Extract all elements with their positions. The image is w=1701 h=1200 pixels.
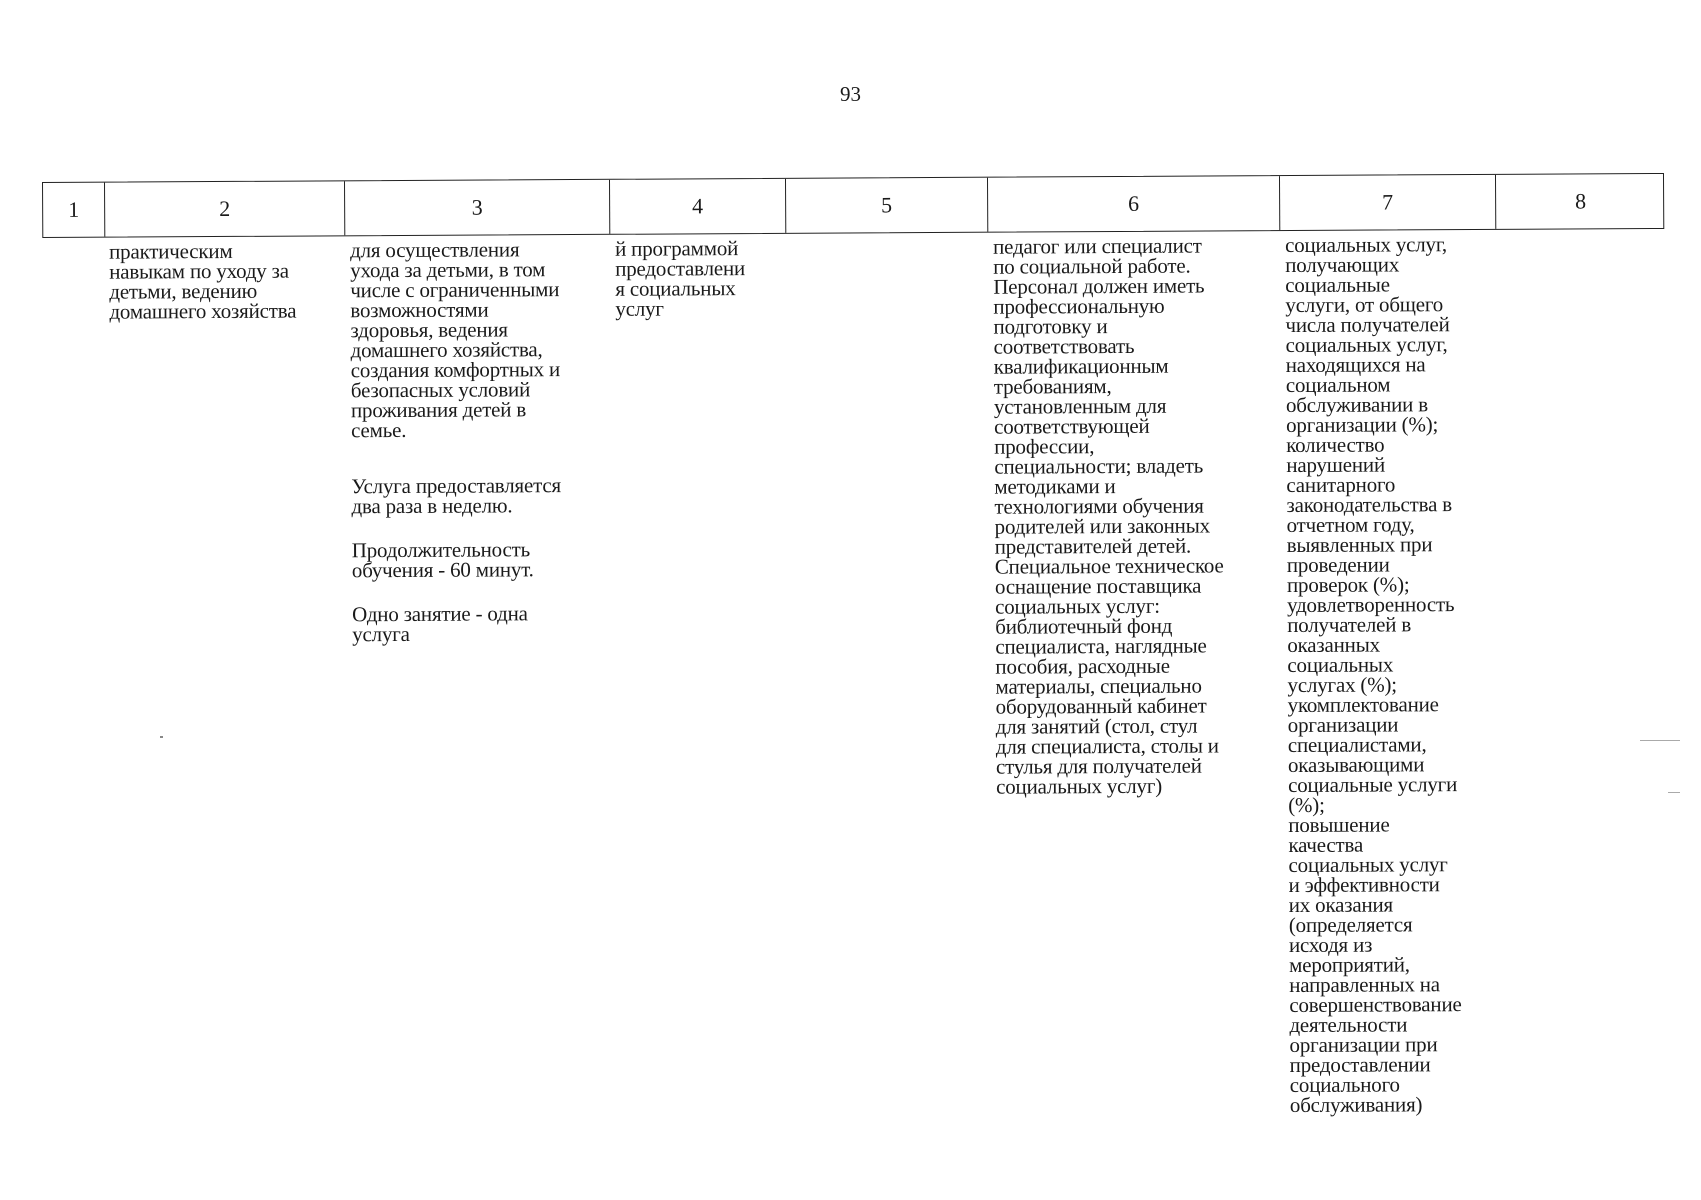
table-body-row (42, 231, 1669, 1140)
cell-col-6-text: педагог или специалист по социальной работе. Персонал должен иметь профессиональную подготовку и соответствовать квалификационным требованиям, установленным для соответствующей профессии, специальности; владеть методиками и технологиями обучения родителей или законных представителей детей. Специальное техническое оснащение поставщика социальных услуг: библиотечный фонд специалиста, наглядные пособия, расходные материалы, специально оборудованный кабинет для занятий (стол, стул для специалиста, столы и стулья для получателей социальных услуг) (992, 233, 1224, 799)
column-header-8: 8 (1575, 188, 1587, 214)
column-header-7: 7 (1280, 175, 1496, 230)
column-header-2: 2 (105, 181, 345, 236)
cell-col-3 (349, 237, 614, 647)
cell-col-4 (615, 238, 787, 319)
cell-col-6 (993, 235, 1286, 797)
column-header-5: 5 (786, 178, 988, 233)
scan-artifact (1640, 740, 1680, 741)
table-header-row (42, 173, 1664, 238)
cell-col-7-text: социальных услуг, получающих социальные услуги, от общего числа получателей социальных услуг, находящихся на социальном обслуживании в организации (%); количество нарушений санитарного законодательства в отчетном году, выявленных при проведении проверок (%); удовлетворенность получателей в оказанных социальных услугах (%); укомплектование организации специалистами, оказывающими социальные услуги (%); повышение качества социальных услуг и эффективности их оказания (определяется исходя из мероприятий, направленных на совершенствование деятельности организации при предоставлении социального обслуживания) (1284, 232, 1462, 1118)
column-header-1: 1 (43, 183, 105, 237)
column-header-4: 4 (610, 179, 786, 234)
cell-col-7 (1284, 232, 1504, 1118)
cell-col-3-paragraph-1: для осуществления ухода за детьми, в том числе с ограниченными возможностями здоровья, ведения домашнего хозяйства, создания комфортных и безопасных условий проживания детей в семье. (349, 237, 561, 443)
cell-col-2-text: практическим навыкам по уходу за детьми, ведению домашнего хозяйства (108, 238, 297, 324)
cell-col-3-paragraph-2: Услуга предоставляется два раза в неделю. (351, 473, 561, 519)
cell-col-3-paragraph-4: Одно занятие - одна услуга (352, 601, 528, 647)
page-number: 93 (840, 82, 861, 106)
column-header-6: 6 (988, 176, 1280, 232)
cell-col-3-paragraph-3: Продолжительность обучения - 60 минут. (351, 537, 534, 583)
cell-col-4-text: й программой предоставлени я социальных услуг (614, 236, 746, 321)
cell-col-2 (108, 238, 345, 324)
column-header-3: 3 (345, 180, 610, 235)
scan-artifact (1668, 792, 1680, 793)
scan-artifact (160, 736, 163, 738)
